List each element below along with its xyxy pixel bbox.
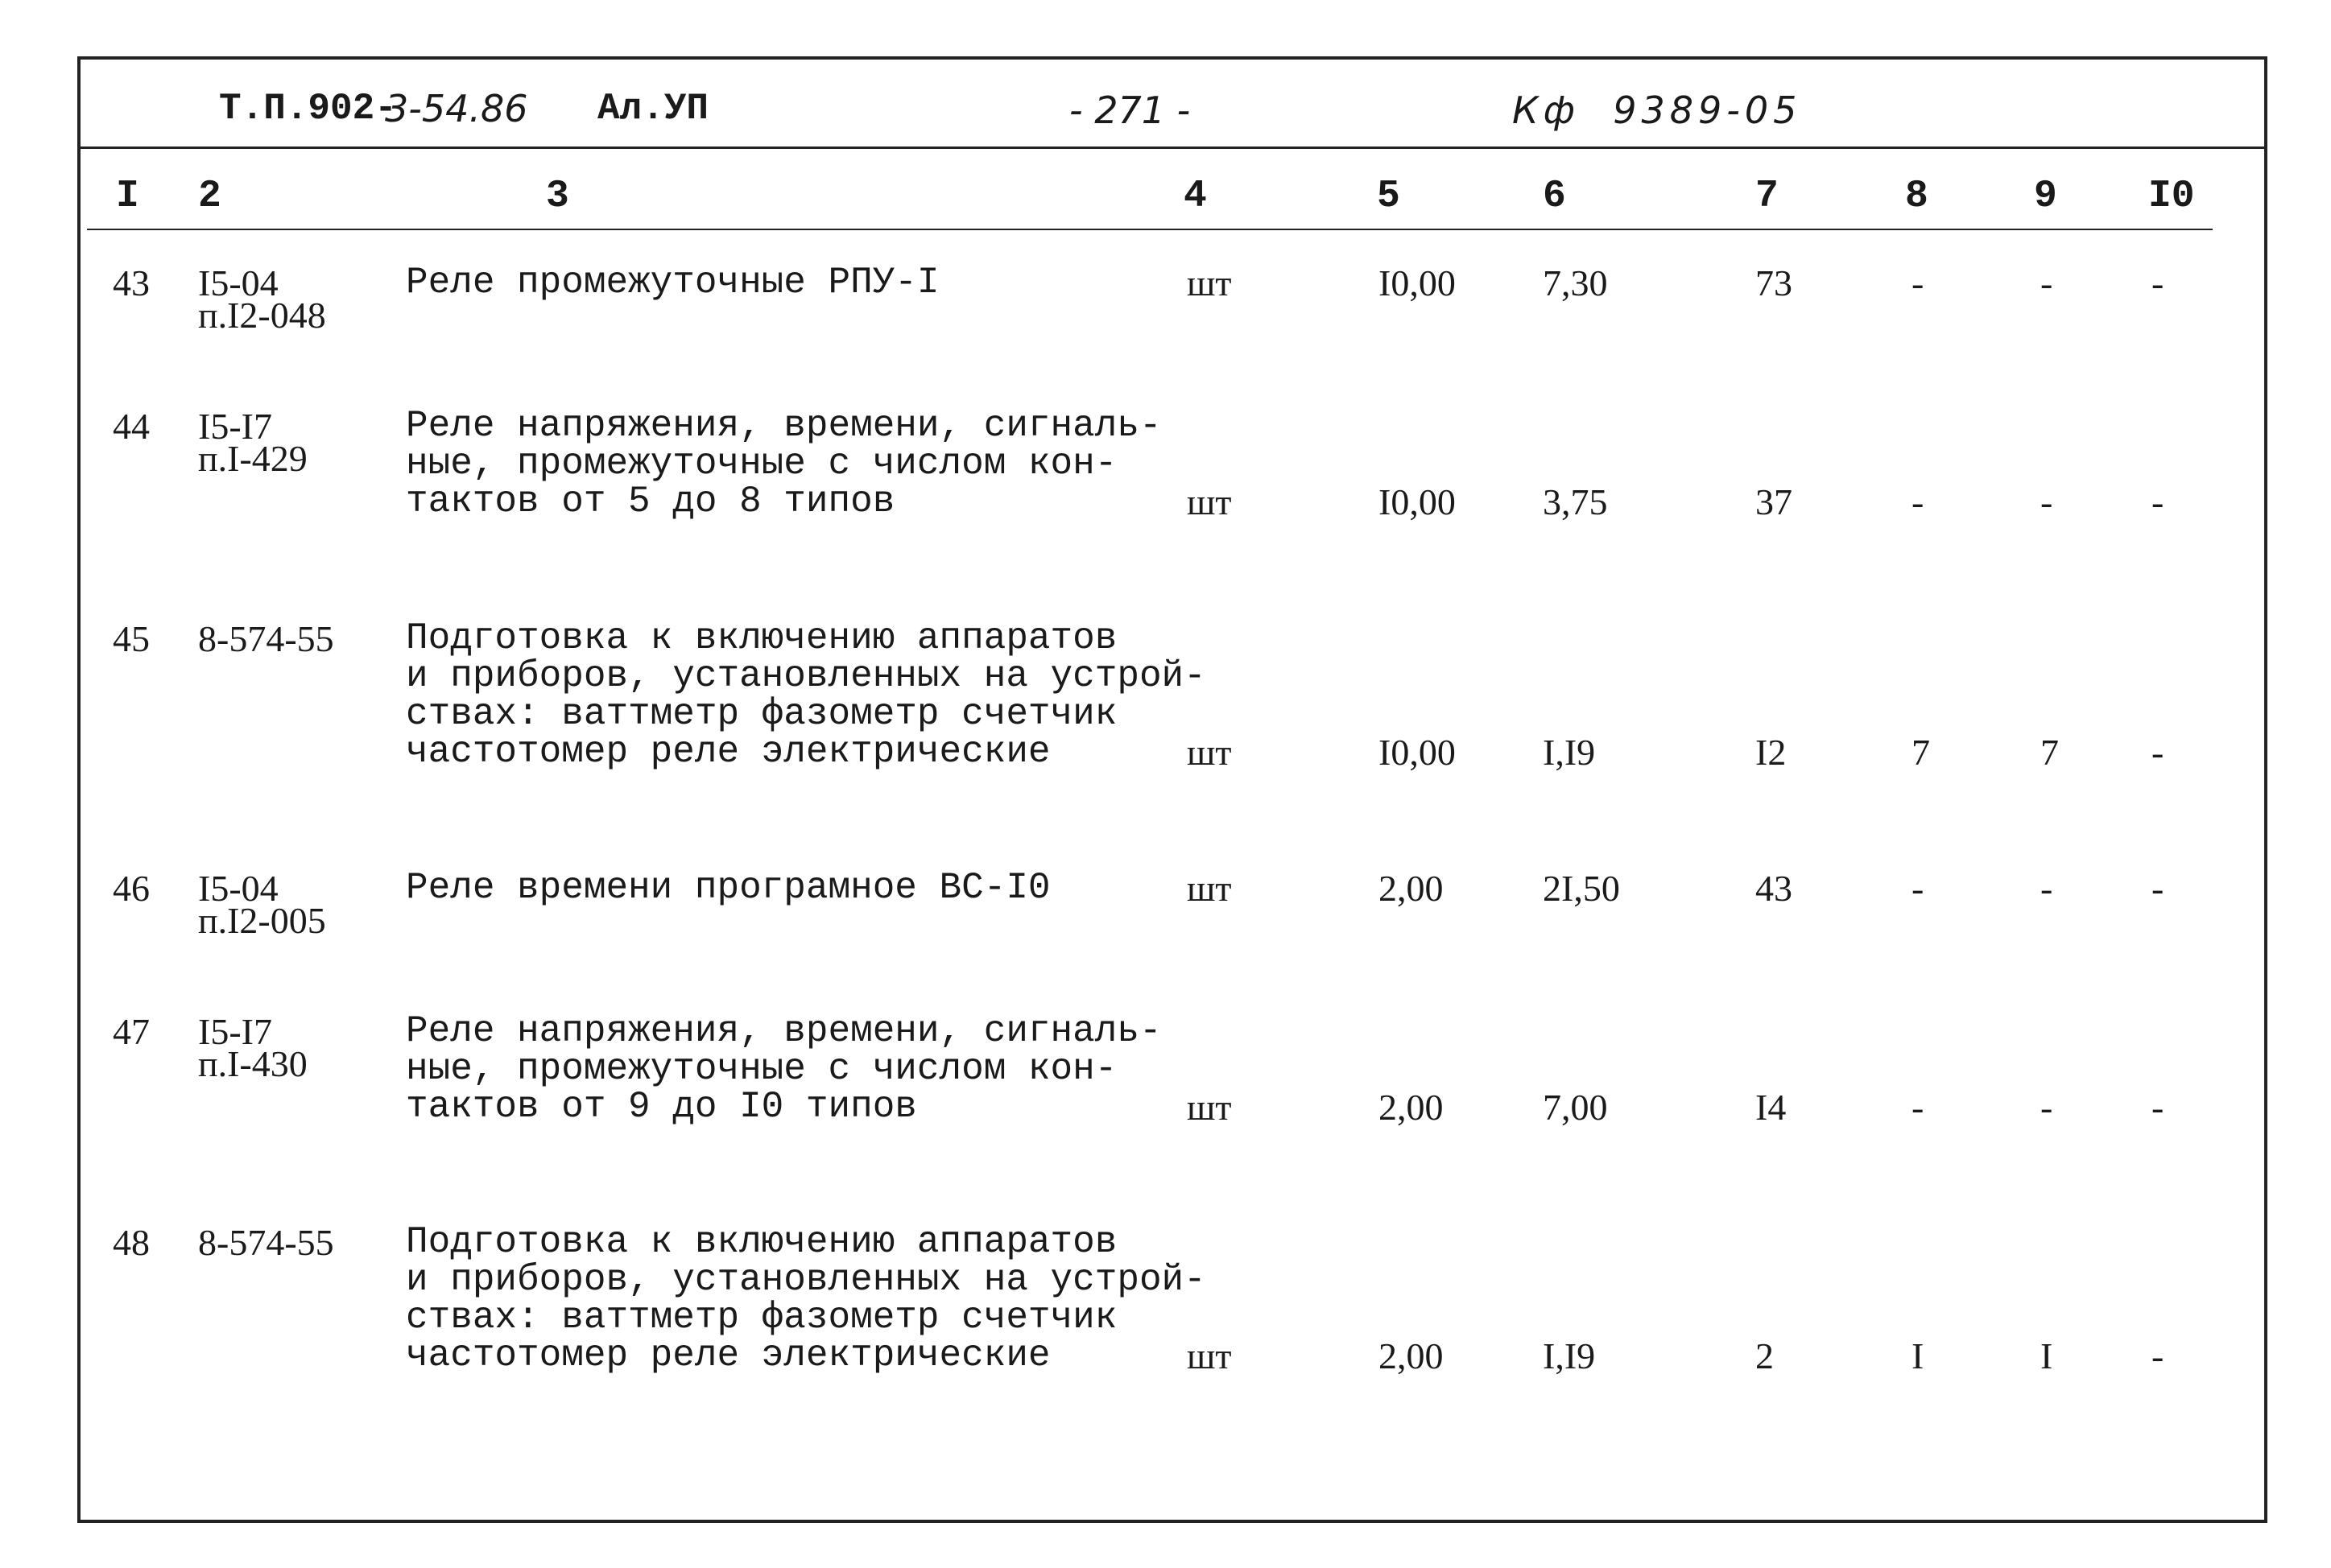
rate-code: I5-I7 [198,406,272,447]
column-10-value: - [2151,481,2164,522]
column-number-9: 9 [2034,175,2057,218]
column-9-value: - [2040,481,2053,522]
work-description: Подготовка к включению аппаратов [406,1221,1118,1263]
row-number: 47 [113,1011,150,1052]
unit: шт [1187,481,1232,522]
total-cost: I2 [1755,732,1787,773]
column-number-2: 2 [198,175,221,218]
unit-cost: I,I9 [1543,1335,1596,1376]
unit-cost: I,I9 [1543,732,1596,773]
rate-code: I5-I7 [198,1011,272,1052]
column-number-6: 6 [1543,175,1566,218]
column-number-5: 5 [1377,175,1400,218]
work-description: ные, промежуточные с числом кон- [406,1048,1118,1090]
column-8-value: I [1912,1335,1924,1376]
total-cost: 2 [1755,1335,1774,1376]
work-description: ные, промежуточные с числом кон- [406,443,1118,485]
column-9-value: I [2040,1335,2053,1376]
rate-code: 8-574-55 [198,1222,334,1263]
quantity: I0,00 [1378,732,1456,773]
rate-code: п.I2-005 [198,900,326,941]
doc-id-handwritten: 3-54.86 [385,87,528,130]
rate-code: I5-04 [198,262,279,303]
work-description: Подготовка к включению аппаратов [406,617,1118,659]
unit-cost: 7,30 [1543,262,1608,303]
column-9-value: - [2040,1087,2053,1128]
column-9-value: - [2040,262,2053,303]
quantity: I0,00 [1378,262,1456,303]
archive-code: Кф 9389-05 [1512,89,1802,132]
work-description: тактов от 5 до 8 типов [406,481,895,522]
column-number-1: I [116,175,139,218]
album-label: Ал.УП [597,88,709,130]
column-number-7: 7 [1755,175,1779,218]
quantity: 2,00 [1378,1087,1444,1128]
header-divider [79,146,2266,149]
column-9-value: - [2040,868,2053,909]
row-number: 45 [113,618,150,659]
work-description: и приборов, установленных на устрой- [406,655,1206,697]
column-10-value: - [2151,732,2164,773]
column-8-value: 7 [1912,732,1930,773]
quantity: 2,00 [1378,868,1444,909]
column-10-value: - [2151,262,2164,303]
rate-code: 8-574-55 [198,618,334,659]
column-8-value: - [1912,262,1924,303]
row-number: 44 [113,406,150,447]
rate-code: п.I2-048 [198,295,326,336]
column-9-value: 7 [2040,732,2059,773]
unit: шт [1187,732,1232,773]
column-number-10: I0 [2148,175,2195,218]
column-number-8: 8 [1905,175,1928,218]
total-cost: 73 [1755,262,1792,303]
work-description: частотомер реле электрические [406,1335,1051,1376]
column-10-value: - [2151,868,2164,909]
unit-cost: 2I,50 [1543,868,1620,909]
work-description: тактов от 9 до I0 типов [406,1086,917,1128]
work-description: Реле промежуточные РПУ-I [406,262,940,303]
work-description: частотомер реле электрические [406,731,1051,773]
quantity: 2,00 [1378,1335,1444,1376]
column-10-value: - [2151,1087,2164,1128]
total-cost: 43 [1755,868,1792,909]
unit: шт [1187,1087,1232,1128]
column-8-value: - [1912,481,1924,522]
total-cost: 37 [1755,481,1792,522]
work-description: и приборов, установленных на устрой- [406,1259,1206,1301]
unit-cost: 3,75 [1543,481,1608,522]
work-description: ствах: ваттметр фазометр счетчик [406,1297,1118,1339]
rate-code: п.I-429 [198,438,308,479]
column-8-value: - [1912,1087,1924,1128]
column-number-4: 4 [1184,175,1207,218]
unit: шт [1187,1335,1232,1376]
rate-code: п.I-430 [198,1043,308,1084]
row-number: 46 [113,868,150,909]
unit: шт [1187,868,1232,909]
column-number-3: 3 [546,175,569,218]
doc-id: Т.П.902- [219,88,397,130]
column-10-value: - [2151,1335,2164,1376]
quantity: I0,00 [1378,481,1456,522]
total-cost: I4 [1755,1087,1787,1128]
column-8-value: - [1912,868,1924,909]
work-description: Реле напряжения, времени, сигналь- [406,1010,1162,1052]
work-description: ствах: ваттметр фазометр счетчик [406,693,1118,735]
page-number: - 271 - [1069,89,1191,132]
column-header-divider [87,229,2213,230]
row-number: 43 [113,262,150,303]
work-description: Реле времени програмное ВС-I0 [406,867,1051,909]
row-number: 48 [113,1222,150,1263]
work-description: Реле напряжения, времени, сигналь- [406,405,1162,447]
rate-code: I5-04 [198,868,279,909]
unit: шт [1187,262,1232,303]
unit-cost: 7,00 [1543,1087,1608,1128]
